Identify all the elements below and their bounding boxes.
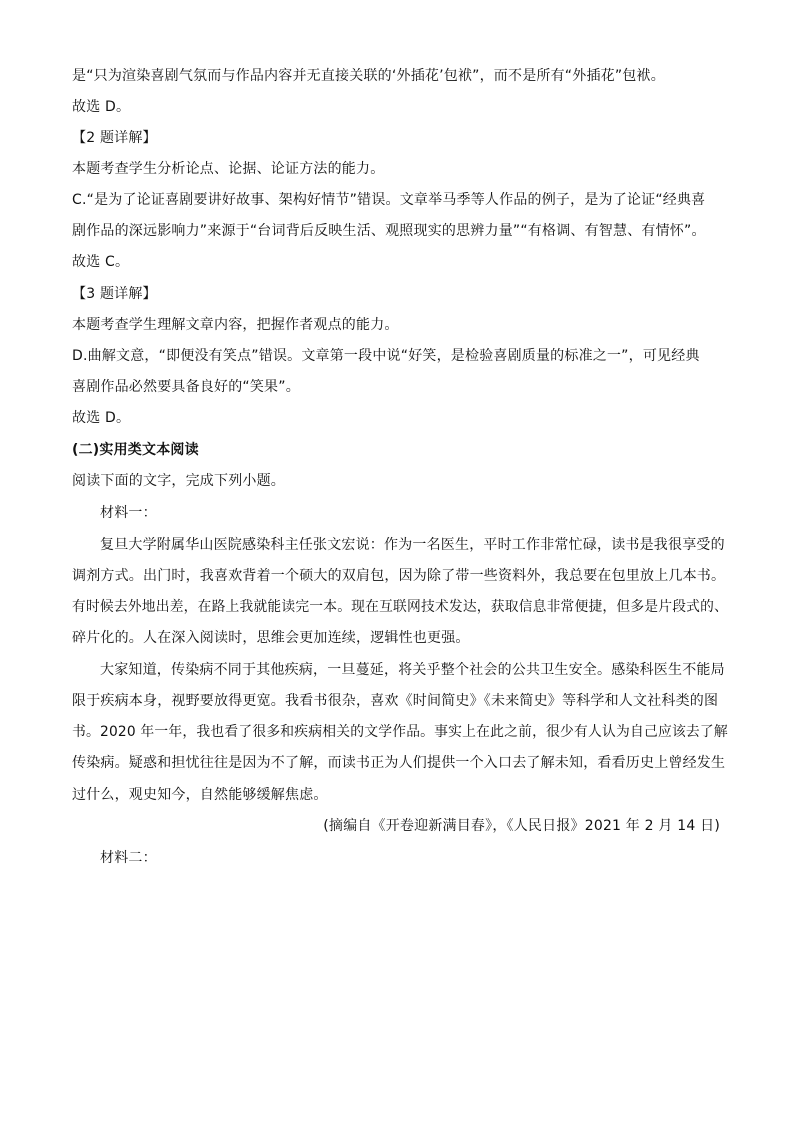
source-citation: (摘编自《开卷迎新满目春》，《人民日报》2021 年 2 月 14 日) (323, 818, 720, 834)
passage-text: 复旦大学附属华山医院感染科主任张文宏说：作为一名医生，平时工作非常忙碌，读书是我很享受的 (100, 537, 725, 553)
passage-text: 调剂方式。出门时，我喜欢背着一个硕大的双肩包，因为除了带一些资料外，我总要在包里放上几本书。 (72, 568, 726, 584)
answer-text: 本题考查学生分析论点、论据、论证方法的能力。 (72, 161, 385, 177)
passage-text: 碎片化的。人在深入阅读时，思维会更加连续，逻辑性也更强。 (72, 630, 470, 646)
section-heading: 【2 题详解】 (72, 130, 157, 146)
answer-choice: 故选 D。 (72, 99, 131, 115)
answer-text: 喜剧作品必然要具备良好的“笑果”。 (72, 379, 300, 395)
answer-text: C.“是为了论证喜剧要讲好故事、架构好情节”错误。文章举马季等人作品的例子，是为了论证“经典喜 (72, 192, 706, 208)
material-label: 材料一： (100, 505, 157, 521)
answer-choice: 故选 D。 (72, 410, 131, 426)
answer-text: D.曲解文意，“即便没有笑点”错误。文章第一段中说“好笑，是检验喜剧质量的标准之一”，可见经典 (72, 348, 700, 364)
instruction-text: 阅读下面的文字，完成下列小题。 (72, 473, 285, 489)
section-heading: 【3 题详解】 (72, 286, 157, 302)
answer-choice: 故选 C。 (72, 254, 130, 270)
answer-text: 是“只为渲染喜剧气氛而与作品内容并无直接关联的‘外插花’包袱”，而不是所有“外插花”包袱。 (72, 68, 665, 84)
passage-text: 限于疾病本身，视野要放得更宽。我看书很杂，喜欢《时间简史》《未来简史》等科学和人文社科类的图 (72, 693, 719, 709)
part-heading: (二)实用类文本阅读 (72, 442, 199, 458)
passage-text: 过什么，观史知今，自然能够缓解焦虑。 (72, 787, 328, 803)
passage-text: 大家知道，传染病不同于其他疾病，一旦蔓延，将关乎整个社会的公共卫生安全。感染科医生不能局 (100, 662, 725, 678)
passage-text: 传染病。疑惑和担忧往往是因为不了解，而读书正为人们提供一个入口去了解未知，看看历史上曾经发生 (72, 755, 726, 771)
material-label: 材料二： (100, 850, 157, 866)
passage-text: 书。2020 年一年，我也看了很多和疾病相关的文学作品。事实上在此之前，很少有人认为自己应该去了解 (72, 724, 728, 740)
answer-text: 本题考查学生理解文章内容，把握作者观点的能力。 (72, 317, 399, 333)
passage-text: 有时候去外地出差，在路上我就能读完一本。现在互联网技术发达，获取信息非常便捷，但多是片段式的、 (72, 599, 729, 615)
answer-text: 剧作品的深远影响力”来源于“台词背后反映生活、观照现实的思辨力量”“有格调、有智慧、有情怀”。 (72, 223, 706, 239)
